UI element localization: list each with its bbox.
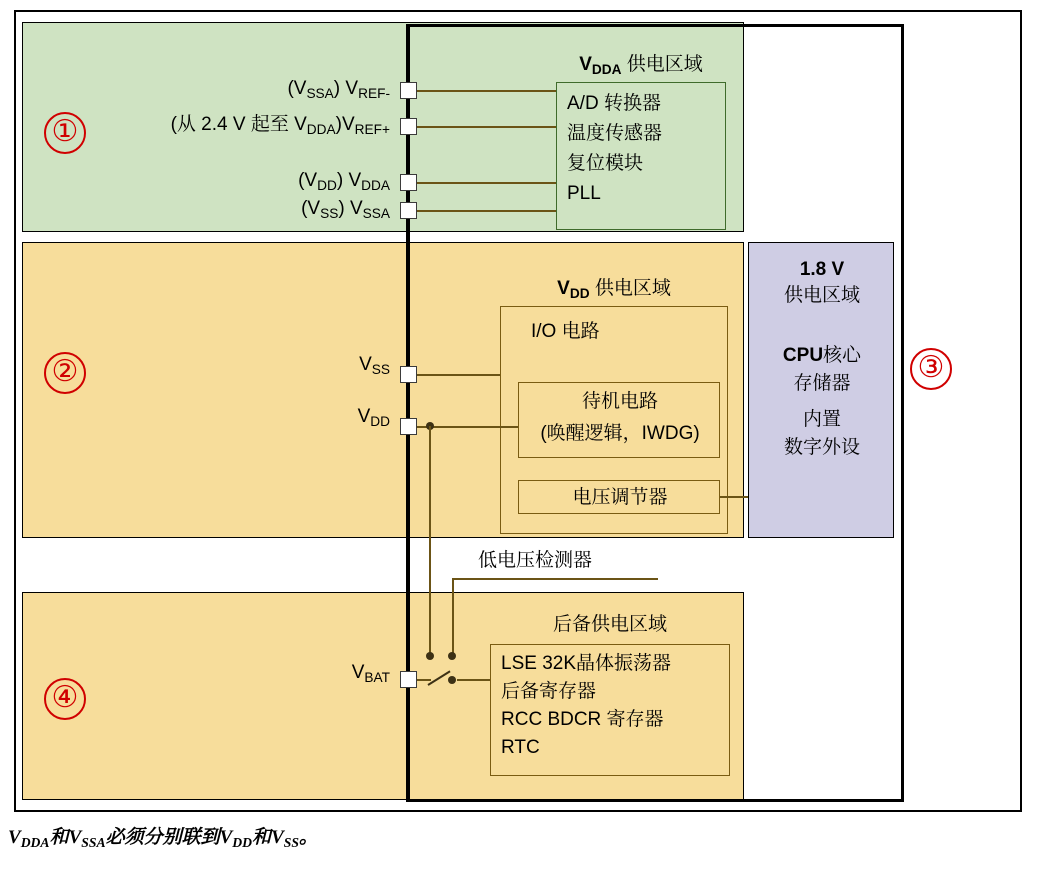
pin-square-vdda[interactable] — [400, 174, 417, 191]
vref-minus-prefix: (V — [287, 78, 307, 99]
footnote-sub4: SS — [283, 834, 299, 850]
pin-square-vdd[interactable] — [400, 418, 417, 435]
analog-block-temp-sensor: 温度传感器 — [567, 123, 663, 144]
standby-label-line1: 待机电路 — [581, 391, 658, 412]
wire-vref-minus — [417, 90, 556, 92]
pin-label-vdd — [250, 404, 390, 431]
footnote-text3: 和 — [252, 827, 272, 848]
vref-minus-prefix-end: ) — [333, 78, 346, 99]
backup-block-registers: 后备寄存器 — [501, 681, 597, 702]
analog-domain-heading — [556, 52, 726, 79]
footnote-sub2: SSA — [81, 834, 106, 850]
switch-node-lower-right — [448, 676, 456, 684]
wire-vdda — [417, 182, 556, 184]
vdda-prefix-end: ) — [336, 170, 349, 191]
pin-label-vdda — [150, 168, 390, 195]
vref-minus-prefix-sub: SSA — [306, 85, 334, 101]
marker-4: ④ — [44, 678, 86, 720]
analog-heading-rest: 供电区域 — [621, 54, 703, 75]
analog-heading-v: V — [579, 54, 592, 75]
core-cpu-rest: 核心 — [823, 345, 862, 366]
switch-node-upper — [426, 652, 434, 660]
vdd-heading-rest: 供电区域 — [589, 278, 671, 299]
analog-block-pll: PLL — [567, 183, 601, 204]
vdda-prefix: (V — [298, 170, 318, 191]
vbat-name: V — [351, 662, 365, 683]
analog-block-adc: A/D 转换器 — [567, 93, 661, 114]
wire-vssa — [417, 210, 556, 212]
footnote-text1: 和 — [49, 827, 69, 848]
vdda-name-sub: DDA — [361, 177, 390, 193]
core-line-digital-peripherals: 数字外设 — [783, 437, 860, 458]
vssa-name: V — [349, 198, 363, 219]
backup-block-rcc-bdcr: RCC BDCR 寄存器 — [501, 709, 664, 730]
vdd-name-sub: DD — [370, 413, 390, 429]
low-voltage-detector-label: 低电压检测器 — [478, 550, 593, 571]
footnote-text2: 必须分别联到 — [105, 827, 220, 848]
wire-vdd-branch-down — [429, 426, 431, 656]
marker-2: ② — [44, 352, 86, 394]
diagram-footnote — [8, 822, 318, 851]
analog-function-block — [556, 82, 726, 230]
standby-label-line2: (唤醒逻辑，IWDG) — [540, 423, 700, 444]
backup-block-rtc: RTC — [501, 737, 540, 758]
wire-regulator-to-core — [720, 496, 748, 498]
vss-name: V — [359, 354, 372, 375]
vdd-heading-sub: DD — [569, 285, 590, 301]
vref-plus-prefix: (从 2.4 V 起至 V — [170, 114, 307, 135]
vref-minus-name: V — [345, 78, 359, 99]
footnote-v4: V — [271, 827, 284, 848]
pin-label-vref-plus — [90, 112, 390, 139]
vdda-prefix-sub: DD — [317, 177, 337, 193]
vref-plus-name-sub: REF+ — [354, 121, 390, 137]
wire-vref-plus — [417, 126, 556, 128]
analog-heading-sub: DDA — [591, 61, 622, 77]
footnote-v2: V — [68, 827, 82, 848]
footnote-sub3: DD — [232, 834, 253, 850]
core-voltage-label: 1.8 V — [799, 259, 845, 280]
switch-node-upper-right — [448, 652, 456, 660]
voltage-regulator-block — [518, 480, 720, 514]
vssa-prefix-sub: SS — [320, 205, 339, 221]
core-cpu-label — [749, 343, 895, 369]
pin-square-vref-plus[interactable] — [400, 118, 417, 135]
core-line-builtin: 内置 — [802, 409, 841, 430]
backup-block-lse: LSE 32K晶体振荡器 — [501, 653, 671, 674]
vref-plus-name: V — [341, 114, 355, 135]
pin-square-vssa[interactable] — [400, 202, 417, 219]
vref-minus-name-sub: REF- — [358, 85, 390, 101]
vssa-prefix-end: ) — [338, 198, 350, 219]
core-area-label: 供电区域 — [783, 285, 860, 306]
wire-vss — [417, 374, 500, 376]
vdda-name: V — [348, 170, 362, 191]
backup-function-block — [490, 644, 730, 776]
vdd-heading-v: V — [557, 278, 570, 299]
analog-block-reset: 复位模块 — [567, 153, 644, 174]
vref-plus-prefix-end: ) — [335, 114, 342, 135]
core-cpu-bold: CPU — [782, 345, 824, 366]
wire-switch-to-backup — [457, 679, 490, 681]
footnote-text4: 。 — [298, 827, 318, 848]
core-line-memory: 存储器 — [793, 373, 851, 394]
voltage-regulator-label: 电压调节器 — [572, 487, 668, 508]
marker-3: ③ — [910, 348, 952, 390]
pin-square-vbat[interactable] — [400, 671, 417, 688]
vssa-name-sub: SSA — [362, 205, 390, 221]
backup-domain-heading: 后备供电区域 — [552, 614, 667, 635]
standby-circuit-block — [518, 382, 720, 458]
io-circuit-label: I/O 电路 — [531, 321, 600, 342]
marker-1: ① — [44, 112, 86, 154]
vdd-name: V — [357, 406, 371, 427]
vssa-prefix: (V — [301, 198, 321, 219]
pin-label-vbat — [250, 660, 390, 687]
pin-label-vssa — [150, 196, 390, 223]
pin-square-vss[interactable] — [400, 366, 417, 383]
vdd-domain-heading — [500, 276, 728, 303]
vss-name-sub: SS — [371, 361, 390, 377]
pin-square-vref-minus[interactable] — [400, 82, 417, 99]
wire-detector-horizontal — [452, 578, 658, 580]
footnote-sub1: DDA — [20, 834, 50, 850]
wire-detector-down-left — [452, 578, 454, 656]
vref-plus-prefix-sub: DDA — [306, 121, 336, 137]
footnote-v1: V — [8, 827, 21, 848]
core-1v8-domain-band — [748, 242, 894, 538]
vbat-name-sub: BAT — [364, 669, 390, 685]
pin-label-vss — [250, 352, 390, 379]
footnote-v3: V — [219, 827, 233, 848]
wire-vbat — [417, 679, 431, 681]
pin-label-vref-minus — [150, 76, 390, 103]
